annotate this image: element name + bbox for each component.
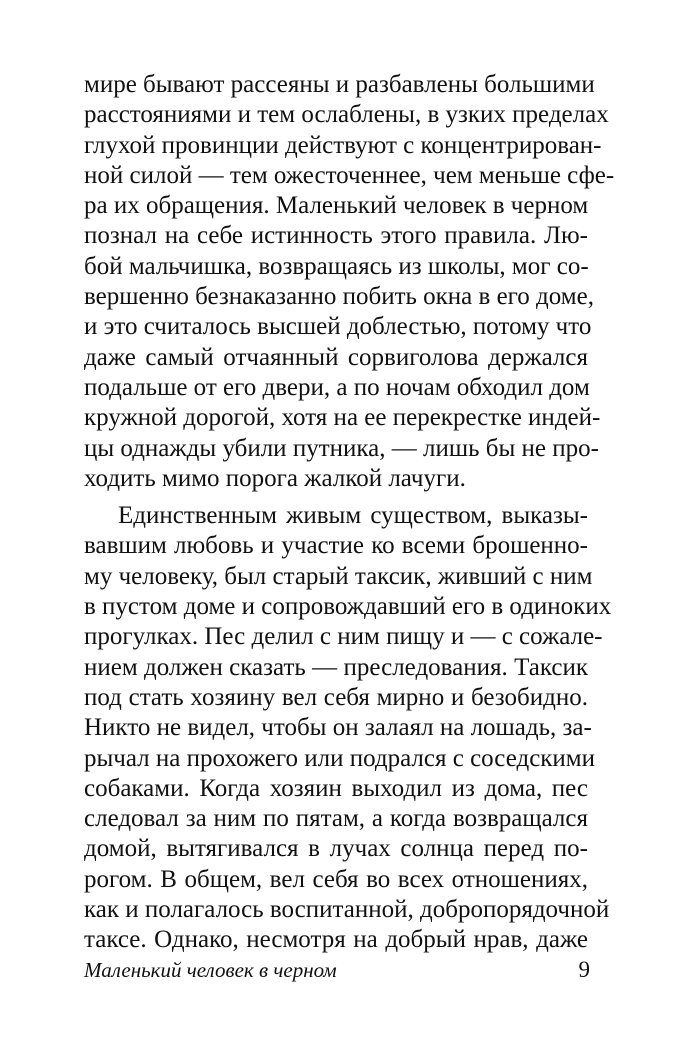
page-footer — [84, 955, 590, 985]
text-line: глухой провинции действуют с концентрирован- — [84, 131, 602, 159]
paragraph-2 — [84, 501, 612, 955]
text-line: му человеку, был старый таксик, живший с ним — [84, 562, 593, 590]
text-line: как и полагалось воспитанной, добропорядочной — [84, 896, 610, 924]
text-line: мире бывают рассеяны и разбавлены большими — [84, 71, 595, 98]
text-line: в пустом доме и сопровождавший его в одиноких — [84, 593, 612, 621]
text-line: Никто не видел, чтобы он залаял на лошадь, за- — [84, 714, 592, 742]
text-line: Единственным живым существом, выказы- — [118, 502, 588, 530]
text-line: собаками. Когда хозяин выходил из дома, пес — [84, 774, 588, 802]
text-line: ной силой — тем ожесточеннее, чем меньше сфе- — [84, 161, 615, 189]
text-line: рогом. В общем, вел себя во всех отношениях, — [84, 865, 588, 893]
text-line: вершенно безнаказанно побить окна в его доме, — [84, 283, 594, 311]
text-line: бой мальчишка, возвращаясь из школы, мог со- — [84, 252, 589, 280]
text-line: ходить мимо порога жалкой лачуги. — [84, 464, 466, 492]
text-line: и это считалось высшей доблестью, потому что — [84, 313, 592, 341]
running-title: Маленький человек в черном — [84, 958, 337, 982]
text-line: рычал на прохожего или подрался с соседскими — [84, 744, 596, 772]
text-line: под стать хозяину вел себя мирно и безобидно. — [84, 683, 588, 711]
text-line: даже самый отчаянный сорвиголова держался — [84, 343, 588, 371]
paragraph-gap — [84, 494, 588, 501]
text-line: домой, вытягивался в лучах солнца перед по- — [84, 835, 588, 863]
body-text — [84, 70, 615, 956]
text-line: таксе. Однако, несмотря на добрый нрав, даже — [84, 926, 588, 954]
text-line: познал на себе истинность этого правила. Лю- — [84, 222, 588, 250]
text-line: расстояниями и тем ослаблены, в узких пределах — [84, 101, 609, 129]
page-number: 9 — [578, 957, 590, 982]
text-line: нием должен сказать — преследования. Таксик — [84, 653, 588, 681]
text-line: подальше от его двери, а по ночам обходил дом — [84, 373, 590, 401]
text-line: вавшим любовь и участие ко всеми брошенно- — [84, 532, 588, 560]
paragraph-1 — [84, 70, 615, 494]
text-line: ра их обращения. Маленький человек в черном — [84, 192, 589, 220]
text-line: следовал за ним по пятам, а когда возвращался — [84, 805, 588, 833]
text-line: прогулках. Пес делил с ним пищу и — с сожале- — [84, 623, 603, 651]
text-line: цы однажды убили путника, — лишь бы не про- — [84, 434, 599, 462]
text-line: кружной дорогой, хотя на ее перекрестке индей- — [84, 404, 601, 432]
